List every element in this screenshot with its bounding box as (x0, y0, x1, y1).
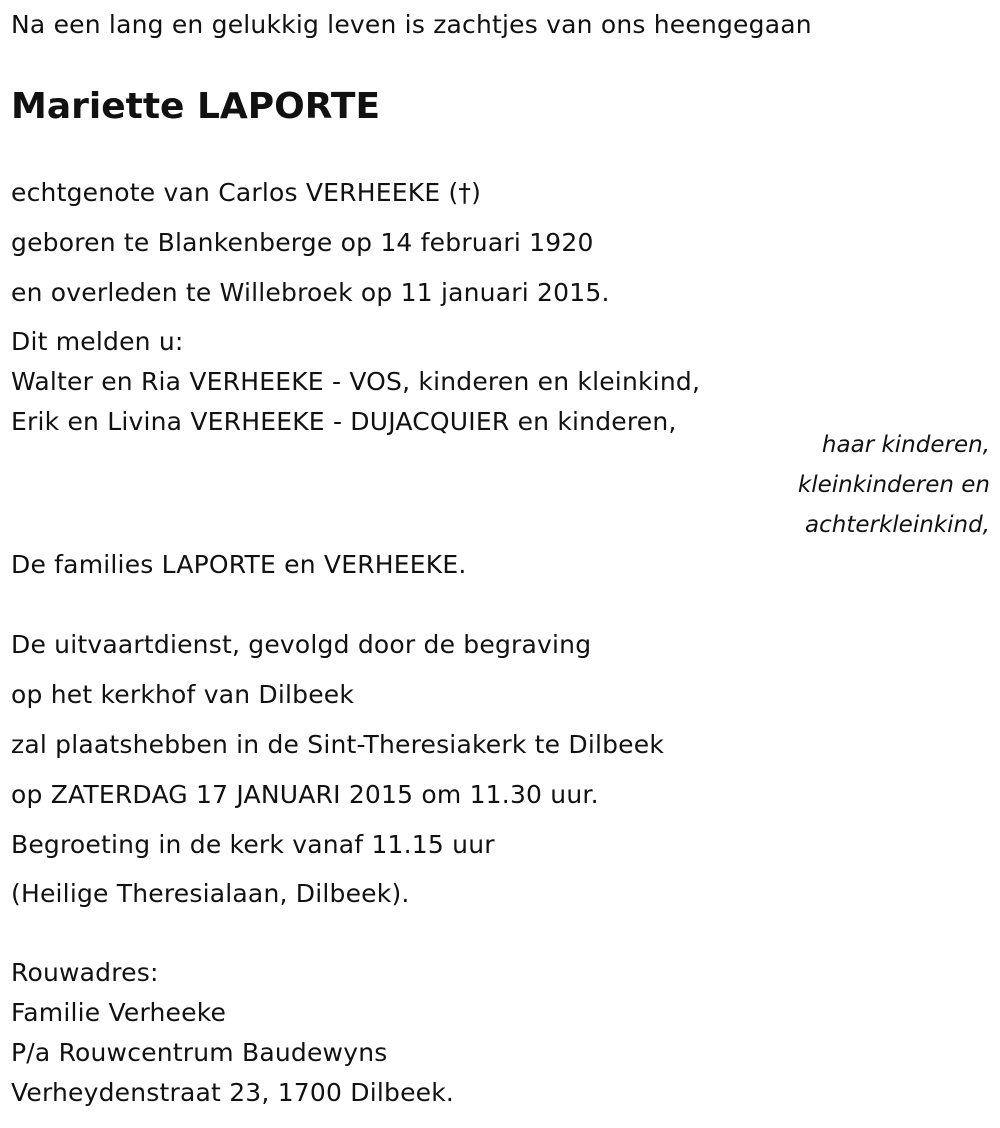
service-line: zal plaatshebben in de Sint-Theresiakerk te Dilbeek (11, 730, 665, 759)
service-line: op ZATERDAG 17 JANUARI 2015 om 11.30 uur. (11, 780, 599, 809)
address-line: Familie Verheeke (11, 998, 227, 1027)
service-line: De uitvaartdienst, gevolgd door de begraving (11, 630, 592, 659)
service-line: op het kerkhof van Dilbeek (11, 680, 355, 709)
birth-line: geboren te Blankenberge op 14 februari 1920 (11, 228, 594, 257)
family-line: Erik en Livina VERHEEKE - DUJACQUIER en kinderen, (11, 407, 677, 436)
obituary-intro: Na een lang en gelukkig leven is zachtjes van ons heengegaan (11, 10, 812, 39)
side-note-line: achterkleinkind, (805, 512, 990, 538)
families-line: De families LAPORTE en VERHEEKE. (11, 550, 467, 579)
spouse-line: echtgenote van Carlos VERHEEKE (†) (11, 178, 482, 207)
side-note-line: kleinkinderen en (797, 472, 990, 498)
service-line: (Heilige Theresialaan, Dilbeek). (11, 879, 410, 908)
address-line: Rouwadres: (11, 958, 159, 987)
side-note-line: haar kinderen, (821, 432, 990, 458)
address-line: Verheydenstraat 23, 1700 Dilbeek. (11, 1078, 455, 1107)
deceased-name: Mariette LAPORTE (11, 86, 381, 127)
death-line: en overleden te Willebroek op 11 januari 2015. (11, 278, 610, 307)
address-line: P/a Rouwcentrum Baudewyns (11, 1038, 388, 1067)
family-line: Walter en Ria VERHEEKE - VOS, kinderen en kleinkind, (11, 367, 701, 396)
service-line: Begroeting in de kerk vanaf 11.15 uur (11, 830, 495, 859)
announce-label: Dit melden u: (11, 327, 184, 356)
